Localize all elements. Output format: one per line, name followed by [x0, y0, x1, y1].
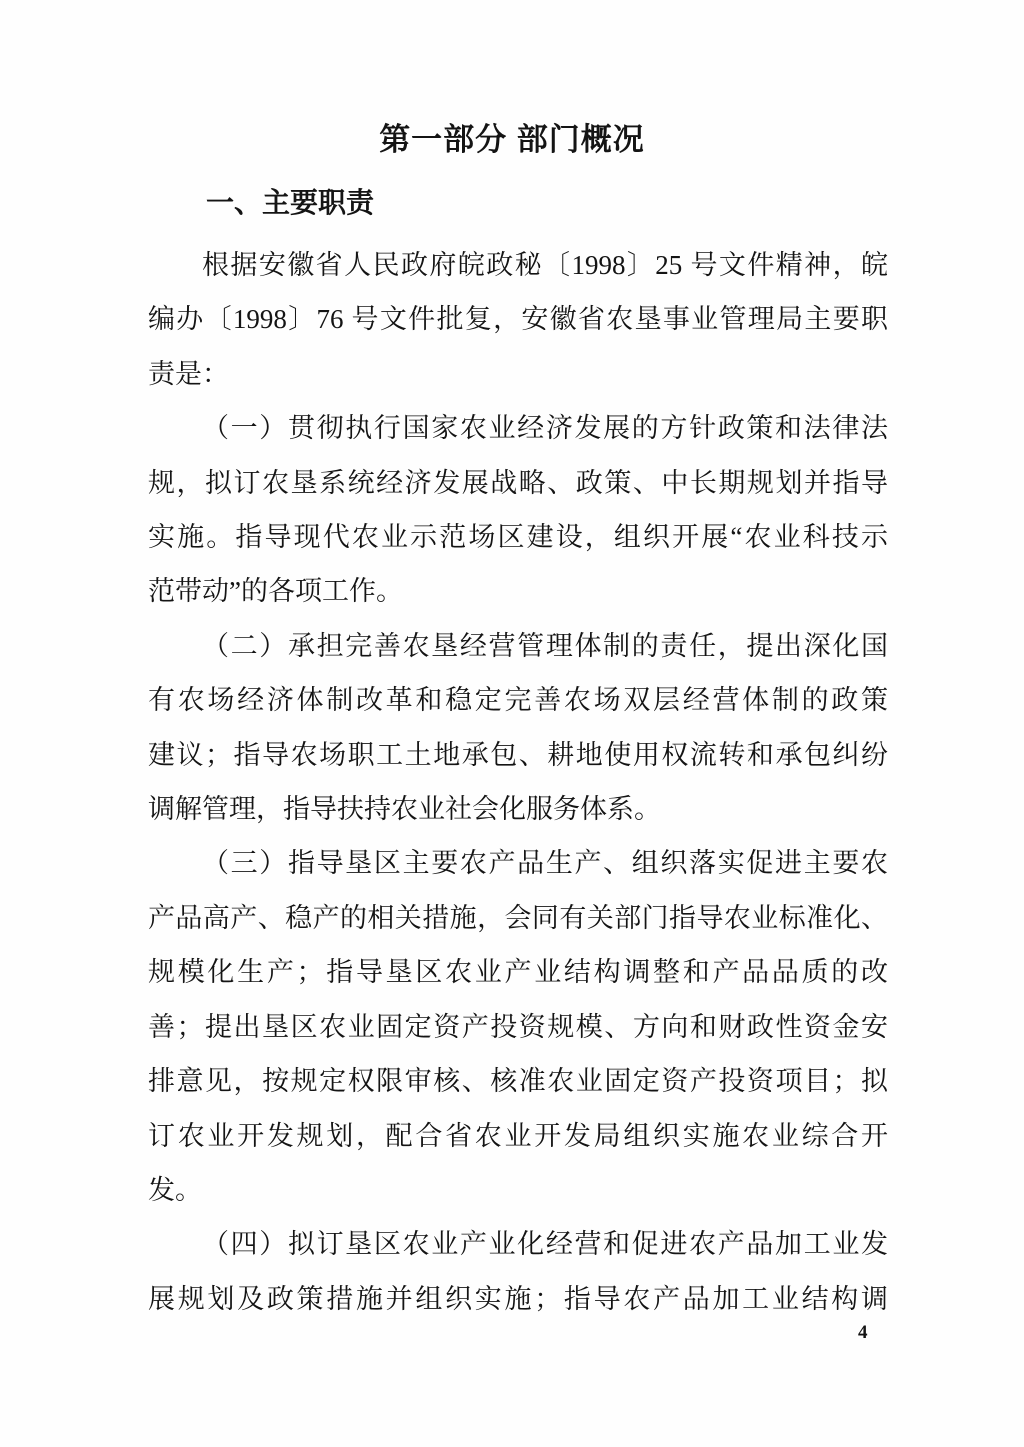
text-line: （一）贯彻执行国家农业经济发展的方针政策和法律法 [202, 413, 888, 444]
text-line: 建议；指导农场职工土地承包、耕地使用权流转和承包纠纷 [148, 739, 888, 770]
text-line: 编办〔1998〕76 号文件批复，安徽省农垦事业管理局主要职 [148, 304, 888, 335]
text-line: 根据安徽省人民政府皖政秘〔1998〕25 号文件精神，皖 [202, 250, 888, 280]
text-line: 范带动”的各项工作。 [148, 576, 403, 607]
document-body [148, 238, 888, 1326]
page-number: 4 [858, 1322, 868, 1343]
text-line: 调解管理，指导扶持农业社会化服务体系。 [148, 794, 661, 825]
document-title: 第一部分 部门概况 [379, 122, 645, 157]
section-heading: 一、主要职责 [206, 187, 375, 218]
text-line: 订农业开发规划，配合省农业开发局组织实施农业综合开 [148, 1120, 888, 1151]
text-line: 责是： [148, 358, 229, 389]
text-line: （四）拟订垦区农业产业化经营和促进农产品加工业发 [202, 1229, 888, 1260]
text-line: 规模化生产；指导垦区农业产业结构调整和产品品质的改 [148, 957, 888, 988]
text-line: 产品高产、稳产的相关措施，会同有关部门指导农业标准化、 [148, 902, 888, 933]
text-line: 发。 [148, 1174, 202, 1205]
text-line: 规，拟订农垦系统经济发展战略、政策、中长期规划并指导 [148, 467, 888, 498]
text-line: 善；提出垦区农业固定资产投资规模、方向和财政性资金安 [148, 1011, 888, 1042]
text-line: 有农场经济体制改革和稳定完善农场双层经营体制的政策 [148, 685, 888, 716]
text-line: 排意见，按规定权限审核、核准农业固定资产投资项目；拟 [148, 1066, 888, 1097]
text-line: 展规划及政策措施并组织实施；指导农产品加工业结构调 [148, 1283, 888, 1314]
text-line: （三）指导垦区主要农产品生产、组织落实促进主要农 [202, 848, 888, 879]
text-line: 实施。指导现代农业示范场区建设，组织开展“农业科技示 [148, 522, 888, 553]
text-line: （二）承担完善农垦经营管理体制的责任，提出深化国 [202, 630, 888, 661]
